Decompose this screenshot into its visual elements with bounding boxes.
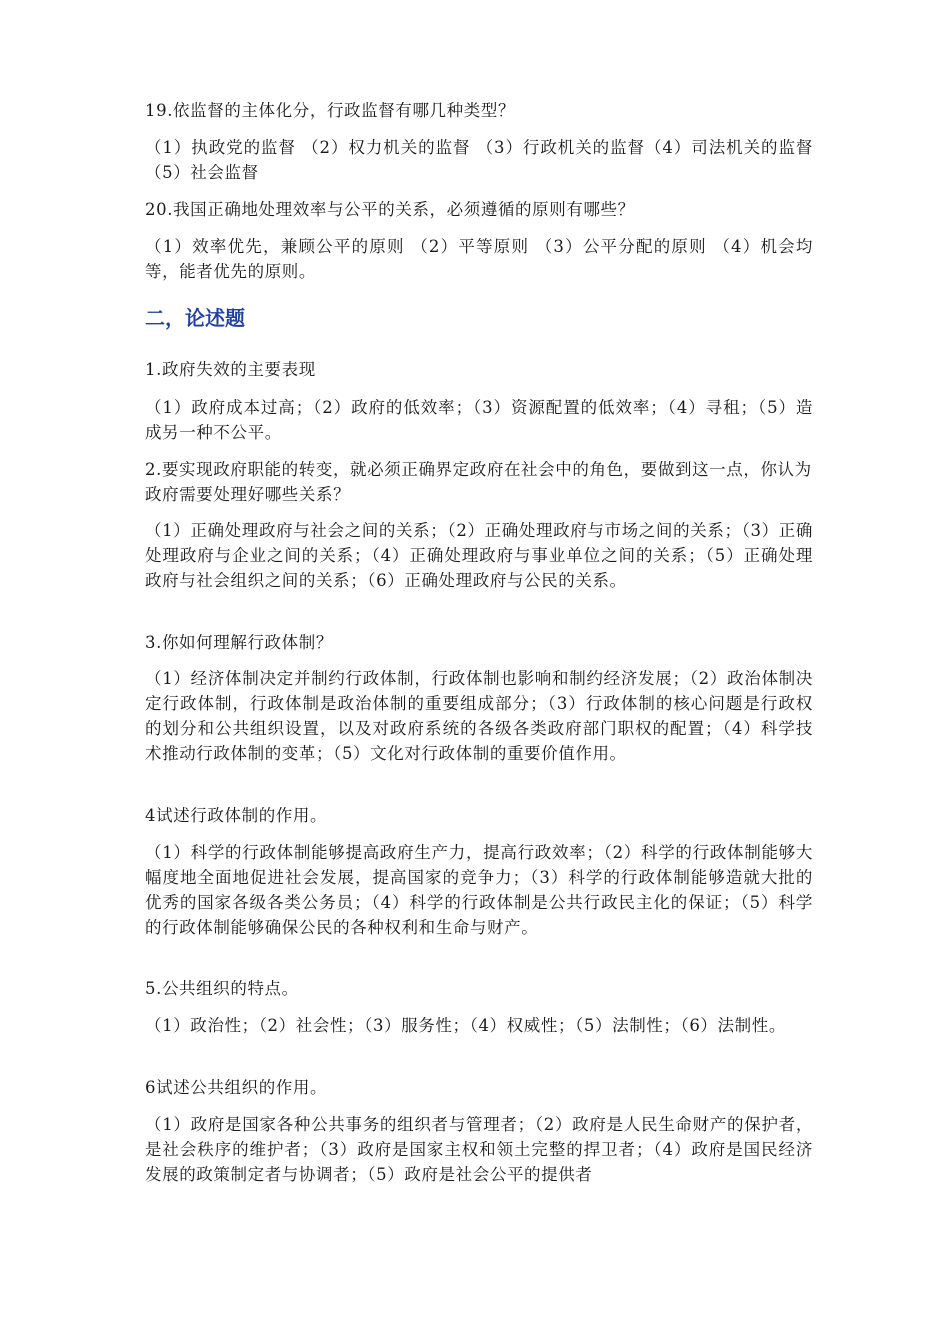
essay-answer-1: （1）政府成本过高；（2）政府的低效率；（3）资源配置的低效率；（4）寻租；（5）造成另一种不公平。 (145, 398, 813, 442)
essay-question-2: 2.要实现政府职能的转变，就必须正确界定政府在社会中的角色，要做到这一点，你认为政府需要处理好哪些关系？ (145, 460, 812, 504)
essay-question-6: 6试述公共组织的作用。 (145, 1078, 328, 1097)
essay-answer-4: （1）科学的行政体制能够提高政府生产力，提高行政效率；（2）科学的行政体制能够大幅度地全面地促进社会发展，提高国家的竞争力；（3）科学的行政体制能够造就大批的优秀的国家各级各类公务员；（4）科学的行政体制是公共行政民主化的保证；（5）科学的行政体制能够确保公民的各种权利和生命与财产。 (145, 843, 813, 937)
essay-question-3: 3.你如何理解行政体制？ (145, 633, 333, 652)
answer-19: （1）执政党的监督 （2）权力机关的监督 （3）行政机关的监督（4）司法机关的监督（5）社会监督 (145, 138, 813, 182)
essay-question-1: 1.政府失效的主要表现 (145, 360, 316, 379)
essay-question-4: 4试述行政体制的作用。 (145, 806, 328, 825)
answer-20: （1）效率优先，兼顾公平的原则 （2）平等原则 （3）公平分配的原则 （4）机会均等，能者优先的原则。 (145, 237, 813, 281)
section-heading-essay: 二，论述题 (145, 306, 245, 330)
question-19: 19.依监督的主体化分，行政监督有哪几种类型？ (145, 101, 516, 120)
essay-answer-2: （1）正确处理政府与社会之间的关系；（2）正确处理政府与市场之间的关系；（3）正确处理政府与企业之间的关系；（4）正确处理政府与事业单位之间的关系；（5）正确处理政府与社会组织之间的关系；（6）正确处理政府与公民的关系。 (145, 521, 813, 590)
essay-answer-5: （1）政治性；（2）社会性；（3）服务性；（4）权威性；（5）法制性；（6）法制性。 (145, 1016, 786, 1035)
essay-answer-6: （1）政府是国家各种公共事务的组织者与管理者；（2）政府是人民生命财产的保护者，是社会秩序的维护者；（3）政府是国家主权和领土完整的捍卫者；（4）政府是国民经济发展的政策制定者与协调者；（5）政府是社会公平的提供者 (145, 1115, 813, 1184)
essay-question-5: 5.公共组织的特点。 (145, 979, 299, 998)
question-20: 20.我国正确地处理效率与公平的关系，必须遵循的原则有哪些？ (145, 200, 635, 219)
essay-answer-3: （1）经济体制决定并制约行政体制，行政体制也影响和制约经济发展；（2）政治体制决定行政体制，行政体制是政治体制的重要组成部分；（3）行政体制的核心问题是行政权的划分和公共组织设置，以及对政府系统的各级各类政府部门职权的配置；（4）科学技术推动行政体制的变革；（5）文化对行政体制的重要价值作用。 (145, 669, 813, 763)
